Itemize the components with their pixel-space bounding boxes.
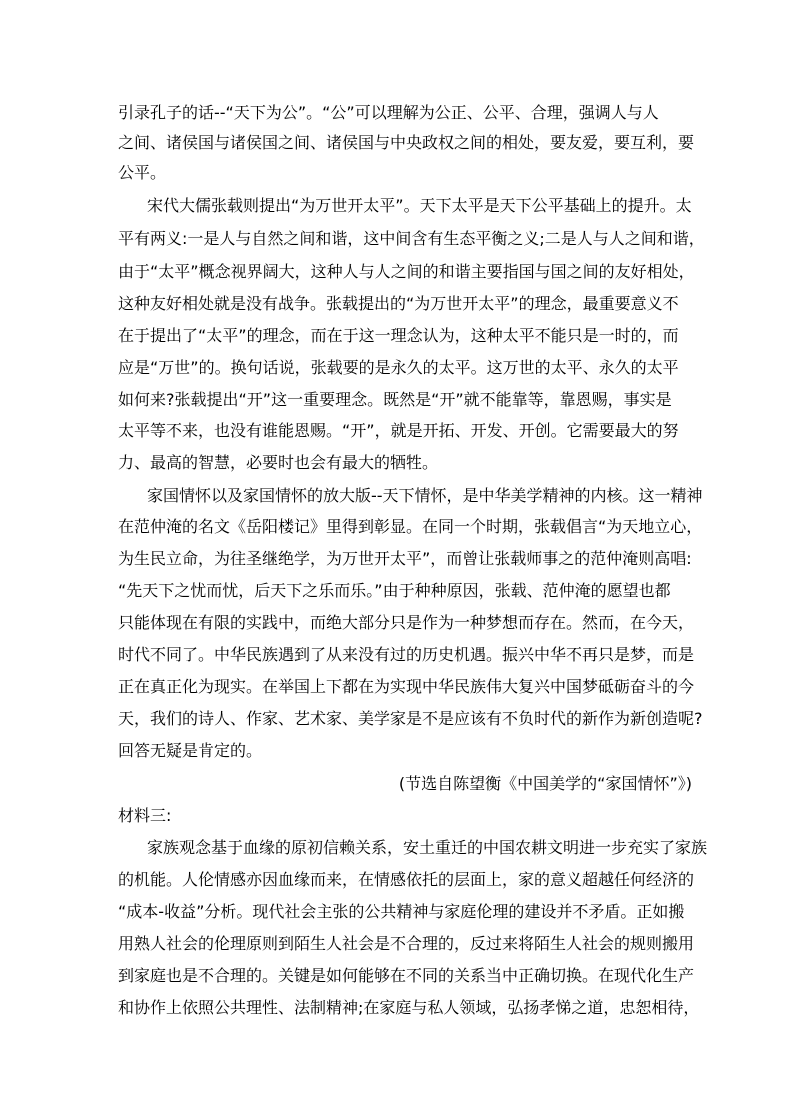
paragraph-first-line: 家国情怀以及家国情怀的放大版--天下情怀，是中华美学精神的内核。这一精神 (147, 486, 703, 505)
text-line: 如何来?张载提出“开”这一重要理念。既然是“开”就不能靠等，靠恩赐，事实是 (118, 390, 672, 409)
text-line: “先天下之忧而忧，后天下之乐而乐。”由于种种原因，张载、范仲淹的愿望也都 (118, 581, 671, 600)
text-line: 在范仲淹的名文《岳阳楼记》里得到彰显。在同一个时期，张载倡言“为天地立心， (118, 517, 703, 536)
text-line: 回答无疑是肯定的。 (118, 741, 263, 760)
text-line: 用熟人社会的伦理原则到陌生人社会是不合理的，反过来将陌生人社会的规则搬用 (118, 934, 695, 953)
text-line: 的机能。人伦情感亦因血缘而来，在情感依托的层面上，家的意义超越任何经济的 (118, 870, 695, 889)
text-line: 在于提出了“太平”的理念，而在于这一理念认为，这种太平不能只是一时的，而 (118, 326, 679, 345)
text-line: “成本-收益”分析。现代社会主张的公共精神与家庭伦理的建设并不矛盾。正如搬 (118, 902, 685, 921)
text-line: 到家庭也是不合理的。关键是如何能够在不同的关系当中正确切换。在现代化生产 (118, 966, 695, 985)
source-citation: (节选自陈望衡《中国美学的“家国情怀”》) (398, 774, 692, 793)
text-line: 公平。 (118, 163, 167, 182)
text-line: 平有两义:一是人与自然之间和谐，这中间含有生态平衡之义;二是人与人之间和谐， (118, 229, 705, 248)
text-line: 由于“太平”概念视界阔大，这种人与人之间的和谐主要指国与国之间的友好相处， (118, 262, 695, 281)
text-line: 这种友好相处就是没有战争。张载提出的“为万世开太平”的理念，最重要意义不 (118, 294, 679, 313)
text-line: 为生民立命，为往圣继绝学，为万世开太平”，而曾让张载师事之的范仲淹则高唱: (118, 549, 692, 568)
text-line: 只能体现在有限的实践中，而绝大部分只是作为一种梦想而存在。然而，在今天， (118, 613, 695, 632)
text-line: 力、最高的智慧，必要时也会有最大的牺牲。 (118, 453, 439, 472)
text-line: 和协作上依照公共理性、法制精神;在家庭与私人领域，弘扬孝悌之道，忠恕相待， (118, 998, 700, 1017)
text-line: 时代不同了。中华民族遇到了从来没有过的历史机遇。振兴中华不再只是梦，而是 (118, 645, 695, 664)
text-line: 应是“万世”的。换句话说，张载要的是永久的太平。这万世的太平、永久的太平 (118, 358, 679, 377)
paragraph-first-line: 宋代大儒张载则提出“为万世开太平”。天下太平是天下公平基础上的提升。太 (147, 196, 692, 215)
section-heading: 材料三: (118, 806, 172, 825)
text-line: 太平等不来，也没有谁能恩赐。“开”，就是开拓、开发、开创。它需要最大的努 (118, 421, 679, 440)
text-line: 天，我们的诗人、作家、艺术家、美学家是不是应该有不负时代的新作为新创造呢? (118, 709, 703, 728)
text-line: 正在真正化为现实。在举国上下都在为实现中华民族伟大复兴中国梦砥砺奋斗的今 (118, 677, 695, 696)
text-line: 引录孔子的话--“天下为公”。“公”可以理解为公正、公平、合理，强调人与人 (118, 103, 659, 122)
paragraph-first-line: 家族观念基于血缘的原初信赖关系，安土重迁的中国农耕文明进一步充实了家族 (147, 838, 708, 857)
text-line: 之间、诸侯国与诸侯国之间、诸侯国与中央政权之间的相处，要友爱，要互利，要 (118, 133, 695, 152)
